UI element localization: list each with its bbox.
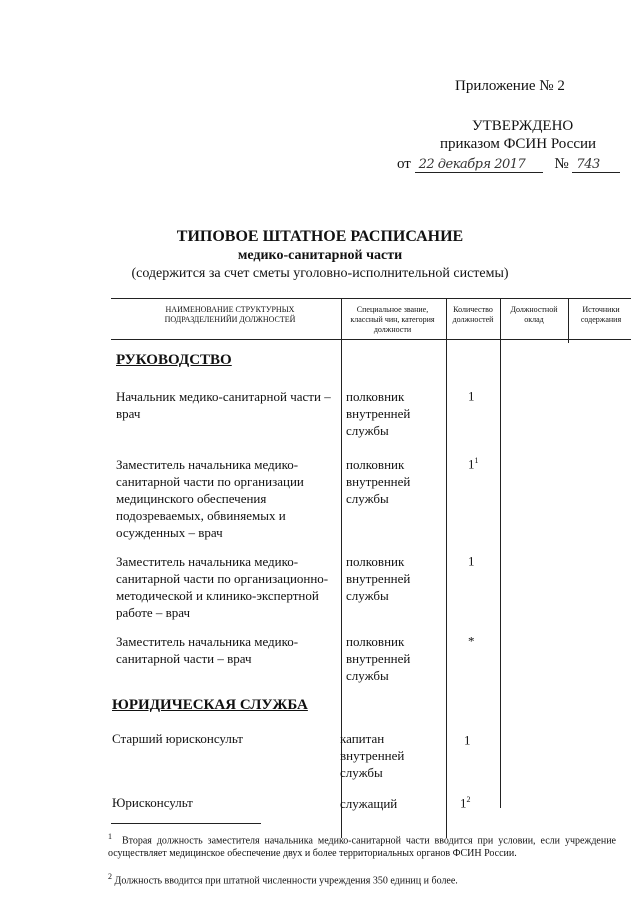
date-line	[397, 156, 620, 173]
position-rank: служащий	[340, 796, 398, 811]
number-prefix: №	[554, 156, 569, 172]
position-name: Старший юрисконсульт	[112, 731, 243, 746]
column-divider	[568, 298, 569, 343]
col-header-name: НАИМЕНОВАНИЕ СТРУКТУРНЫХ ПОДРАЗДЕЛЕНИЙИ ДОЛЖНОСТЕЙ	[164, 305, 296, 324]
position-name: Заместитель начальника медико-санитарной части по организационно-методической и клинико-экспертной работе – врач	[116, 554, 329, 620]
appendix-label: Приложение № 2	[455, 78, 565, 94]
footnote-rule	[111, 823, 261, 824]
handwritten-date: 22 декабря 2017	[415, 157, 543, 173]
approved-stamp: УТВЕРЖДЕНО	[472, 118, 574, 134]
section-title: ЮРИДИЧЕСКАЯ СЛУЖБА	[112, 697, 308, 713]
position-name: Юрисконсульт	[112, 795, 193, 810]
footnote-1: $^1$ Вторая должность заместителя начальника медико-санитарной части вводится при условии, если учреждение осуществляет медицинское обеспечение двух и более территориальных органов ФСИН России.	[108, 832, 616, 860]
position-name: Начальник медико-санитарной части – врач	[116, 389, 331, 421]
position-rank: полковник внутренней службы	[346, 457, 411, 506]
document-title: ТИПОВОЕ ШТАТНОЕ РАСПИСАНИЕ	[176, 228, 464, 245]
position-count: $1^1$	[468, 456, 479, 472]
section-title: РУКОВОДСТВО	[116, 352, 232, 368]
position-count: *	[468, 633, 475, 649]
col-header-source: Источники содержания	[580, 305, 622, 324]
position-count: 1	[468, 553, 475, 569]
position-name: Заместитель начальника медико-санитарной части – врач	[116, 634, 299, 666]
col-header-rank: Специальное звание, классный чин, категория должности	[350, 305, 435, 334]
position-count: $1^2$	[460, 795, 471, 811]
table-header-rule	[111, 339, 631, 340]
table-top-rule	[111, 298, 631, 299]
column-divider	[500, 298, 501, 808]
position-rank: полковник внутренней службы	[346, 389, 411, 438]
column-divider	[446, 298, 447, 838]
document-note: (содержится за счет сметы уголовно-исполнительной системы)	[131, 266, 509, 281]
col-header-salary: Должностной оклад	[510, 305, 558, 324]
position-count: 1	[464, 732, 471, 748]
position-name: Заместитель начальника медико-санитарной части по организации медицинского обеспечения подозреваемых, обвиняемых и осужденных – врач	[116, 457, 304, 540]
handwritten-number: 743	[572, 157, 620, 173]
date-prefix: от	[397, 156, 411, 172]
document-subtitle: медико-санитарной части	[237, 248, 403, 263]
position-rank: полковник внутренней службы	[346, 554, 411, 603]
position-rank: полковник внутренней службы	[346, 634, 411, 683]
position-count: 1	[468, 388, 475, 404]
col-header-count: Количество должностей	[452, 305, 494, 324]
position-rank: капитан внутренней службы	[340, 731, 405, 780]
footnote-2: $^2$ Должность вводится при штатной численности учреждения 350 единиц и более.	[108, 872, 458, 887]
order-reference: приказом ФСИН России	[440, 136, 597, 152]
